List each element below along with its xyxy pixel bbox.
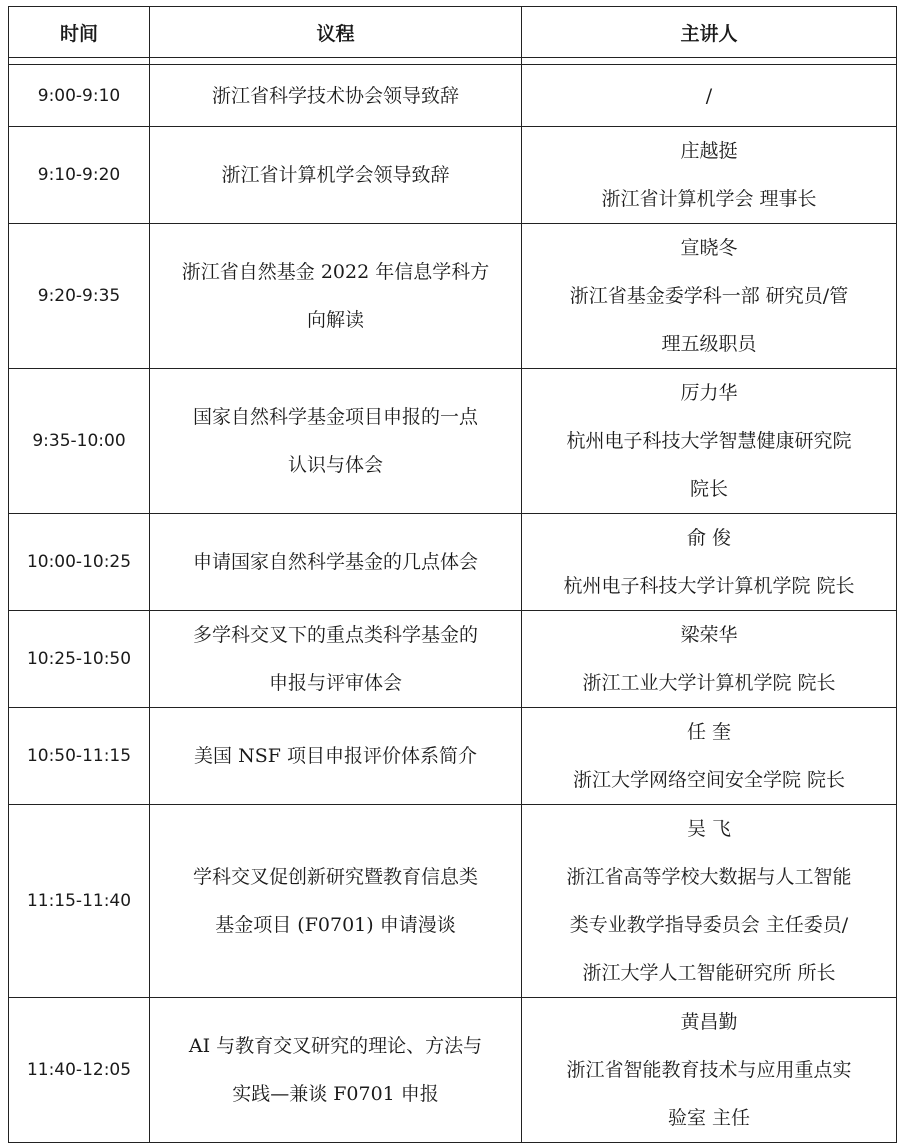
speaker-name: 任 奎 (686, 721, 732, 743)
topic-line: 申报与评审体会 (268, 672, 402, 694)
topic-line: AI 与教育交叉研究的理论、方法与 (188, 1035, 483, 1057)
speaker-cell (522, 369, 897, 514)
speaker-cell (522, 998, 897, 1143)
speaker-name: 宣晓冬 (680, 237, 738, 259)
speaker-cell (522, 65, 897, 127)
speaker-cell (522, 708, 897, 805)
time-cell: 10:25-10:50 (9, 611, 150, 708)
topic-cell (150, 369, 522, 514)
time-cell: 10:50-11:15 (9, 708, 150, 805)
speaker-title-line: 浙江省计算机学会 理事长 (601, 188, 817, 210)
topic-line: 申请国家自然科学基金的几点体会 (192, 551, 478, 573)
header-time: 时间 (9, 7, 150, 58)
topic-line: 国家自然科学基金项目申报的一点 (192, 406, 478, 428)
time-cell: 10:00-10:25 (9, 514, 150, 611)
header-row (9, 7, 897, 58)
speaker-title-line: 杭州电子科技大学计算机学院 院长 (563, 575, 855, 597)
topic-line: 浙江省计算机学会领导致辞 (221, 164, 450, 186)
topic-line: 实践—兼谈 F0701 申报 (232, 1083, 439, 1105)
topic-cell (150, 611, 522, 708)
speaker-title-line: 理五级职员 (661, 333, 757, 355)
time-cell: 9:20-9:35 (9, 224, 150, 369)
table-row (9, 805, 897, 998)
speaker-title-line: 浙江省基金委学科一部 研究员/管 (569, 285, 849, 307)
table-row (9, 127, 897, 224)
speaker-title-line: 浙江大学人工智能研究所 所长 (582, 962, 836, 984)
speaker-name: 吴 飞 (686, 818, 732, 840)
time-cell: 9:35-10:00 (9, 369, 150, 514)
header-speaker: 主讲人 (522, 7, 897, 58)
speaker-name: 梁荣华 (680, 624, 738, 646)
topic-cell (150, 127, 522, 224)
speaker-name: 黄昌勤 (680, 1011, 738, 1033)
topic-cell (150, 224, 522, 369)
topic-cell (150, 65, 522, 127)
speaker-title-line: 类专业教学指导委员会 主任委员/ (569, 914, 849, 936)
topic-cell (150, 708, 522, 805)
header-agenda: 议程 (150, 7, 522, 58)
speaker-title-line: 浙江工业大学计算机学院 院长 (582, 672, 836, 694)
speaker-name: 俞 俊 (686, 527, 732, 549)
topic-line: 浙江省自然基金 2022 年信息学科方 (181, 261, 490, 283)
speaker-cell (522, 127, 897, 224)
speaker-name: 厉力华 (680, 382, 738, 404)
topic-cell (150, 805, 522, 998)
speaker-cell (522, 514, 897, 611)
topic-line: 向解读 (306, 309, 364, 331)
topic-cell (150, 514, 522, 611)
topic-cell (150, 998, 522, 1143)
table-row (9, 224, 897, 369)
table-row (9, 708, 897, 805)
time-cell: 9:10-9:20 (9, 127, 150, 224)
topic-line: 浙江省科学技术协会领导致辞 (211, 84, 459, 107)
speaker-title-line: 浙江省高等学校大数据与人工智能 (566, 866, 852, 888)
speaker-cell (522, 224, 897, 369)
table-row (9, 611, 897, 708)
speaker-cell (522, 611, 897, 708)
speaker-title-line: 院长 (689, 478, 728, 500)
table-row (9, 369, 897, 514)
agenda-body (9, 65, 897, 1143)
time-cell: 11:40-12:05 (9, 998, 150, 1143)
table-row (9, 514, 897, 611)
table-row (9, 998, 897, 1143)
speaker-cell (522, 805, 897, 998)
speaker-name: 庄越挺 (680, 140, 738, 162)
header-gap-cell (150, 58, 522, 65)
topic-line: 认识与体会 (287, 454, 383, 476)
agenda-table (8, 6, 897, 1143)
table-row (9, 65, 897, 127)
topic-line: 基金项目 (F0701) 申请漫谈 (215, 914, 456, 936)
time-cell: 9:00-9:10 (9, 65, 150, 127)
speaker-name: / (705, 84, 713, 107)
speaker-title-line: 浙江大学网络空间安全学院 院长 (572, 769, 846, 791)
topic-line: 多学科交叉下的重点类科学基金的 (192, 624, 478, 646)
time-cell: 11:15-11:40 (9, 805, 150, 998)
speaker-title-line: 杭州电子科技大学智慧健康研究院 (566, 430, 852, 452)
header-gap-row (9, 58, 897, 65)
speaker-title-line: 浙江省智能教育技术与应用重点实 (566, 1059, 852, 1081)
header-gap-cell (9, 58, 150, 65)
topic-line: 美国 NSF 项目申报评价体系简介 (194, 745, 477, 767)
header-gap-cell (522, 58, 897, 65)
topic-line: 学科交叉促创新研究暨教育信息类 (192, 866, 478, 888)
speaker-title-line: 验室 主任 (667, 1107, 751, 1129)
